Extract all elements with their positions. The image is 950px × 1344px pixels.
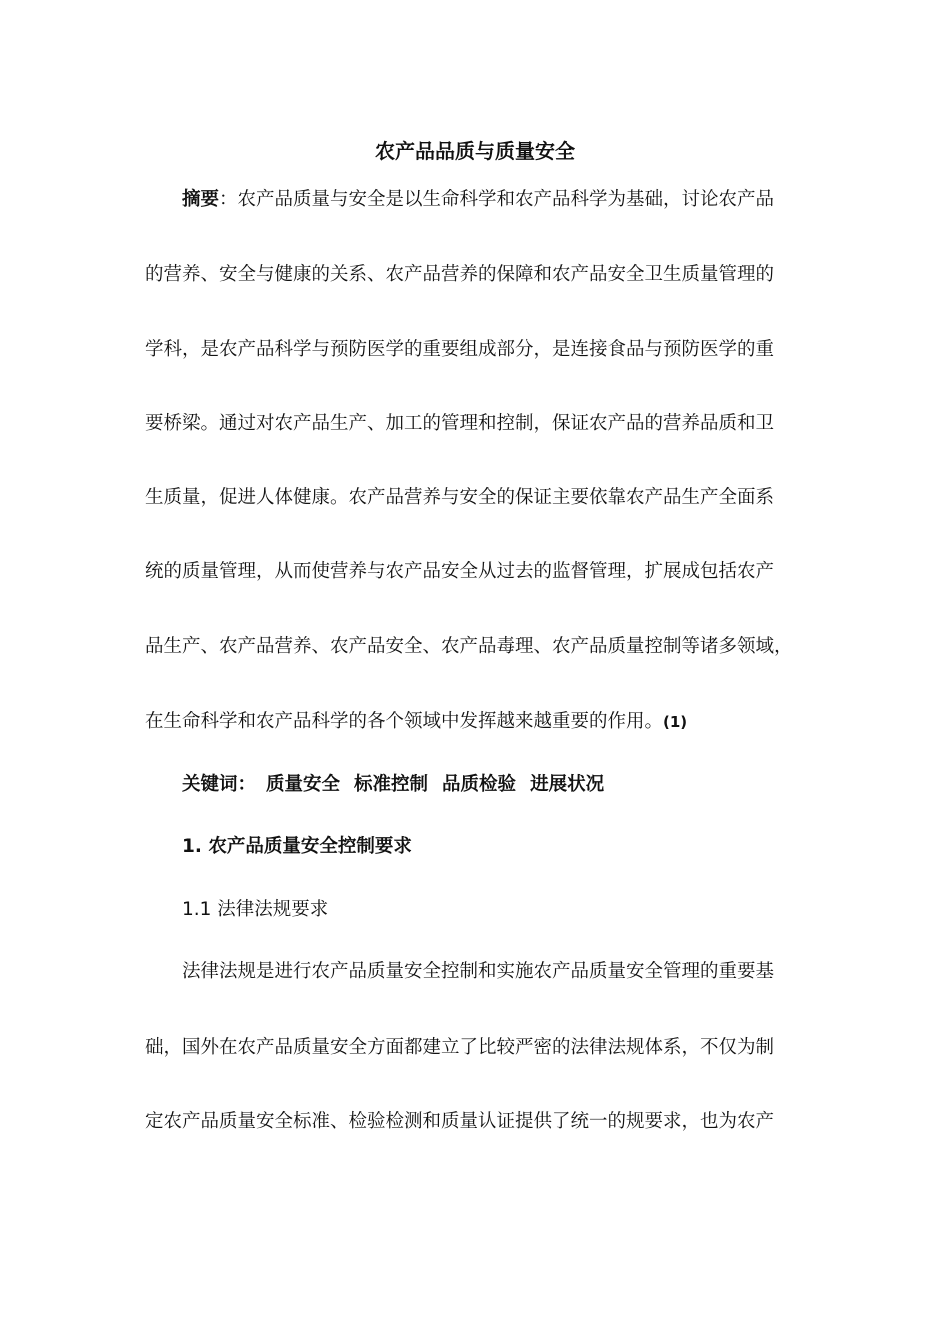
document-title: 农产品品质与质量安全	[375, 139, 575, 163]
body-line-2: 础，国外在农产品质量安全方面都建立了比较严密的法律法规体系，不仅为制	[145, 1037, 775, 1058]
abstract-separator: ：	[219, 189, 238, 210]
keyword-item: 进展状况	[530, 774, 605, 795]
subsection-heading-1-1: 1.1 法律法规要求	[182, 899, 329, 920]
section-heading-1: 1. 农产品质量安全控制要求	[182, 836, 412, 857]
abstract-line-4: 要桥梁。通过对农产品生产、加工的管理和控制，保证农产品的营养品质和卫	[145, 413, 775, 434]
abstract-line-5: 生质量，促进人体健康。农产品营养与安全的保证主要依靠农产品生产全面系	[145, 487, 775, 508]
abstract-label: 摘要	[182, 189, 220, 210]
keyword-item: 质量安全	[266, 774, 341, 795]
keyword-item: 品质检验	[442, 774, 517, 795]
abstract-line-3: 学科，是农产品科学与预防医学的重要组成部分，是连接食品与预防医学的重	[145, 339, 775, 360]
keywords-line	[182, 771, 805, 799]
abstract-line-7: 品生产、农产品营养、农产品安全、农产品毒理、农产品质量控制等诸多领域，	[145, 636, 793, 657]
abstract-text-1: 农产品质量与安全是以生命科学和农产品科学为基础，讨论农产品	[237, 189, 775, 210]
abstract-line-8	[145, 708, 805, 736]
reference-marker: (1)	[663, 713, 688, 731]
keyword-item: 标准控制	[354, 774, 429, 795]
keywords-label: 关键词：	[182, 774, 257, 795]
abstract-line-2: 的营养、安全与健康的关系、农产品营养的保障和农产品安全卫生质量管理的	[145, 264, 775, 285]
abstract-text-8: 在生命科学和农产品科学的各个领域中发挥越来越重要的作用。	[145, 711, 664, 732]
abstract-line-6: 统的质量管理，从而使营养与农产品安全从过去的监督管理，扩展成包括农产	[145, 561, 775, 582]
body-line-3: 定农产品质量安全标准、检验检测和质量认证提供了统一的规要求，也为农产	[145, 1111, 775, 1132]
body-line-1: 法律法规是进行农产品质量安全控制和实施农产品质量安全管理的重要基	[182, 961, 775, 982]
abstract-line-1	[182, 186, 805, 214]
